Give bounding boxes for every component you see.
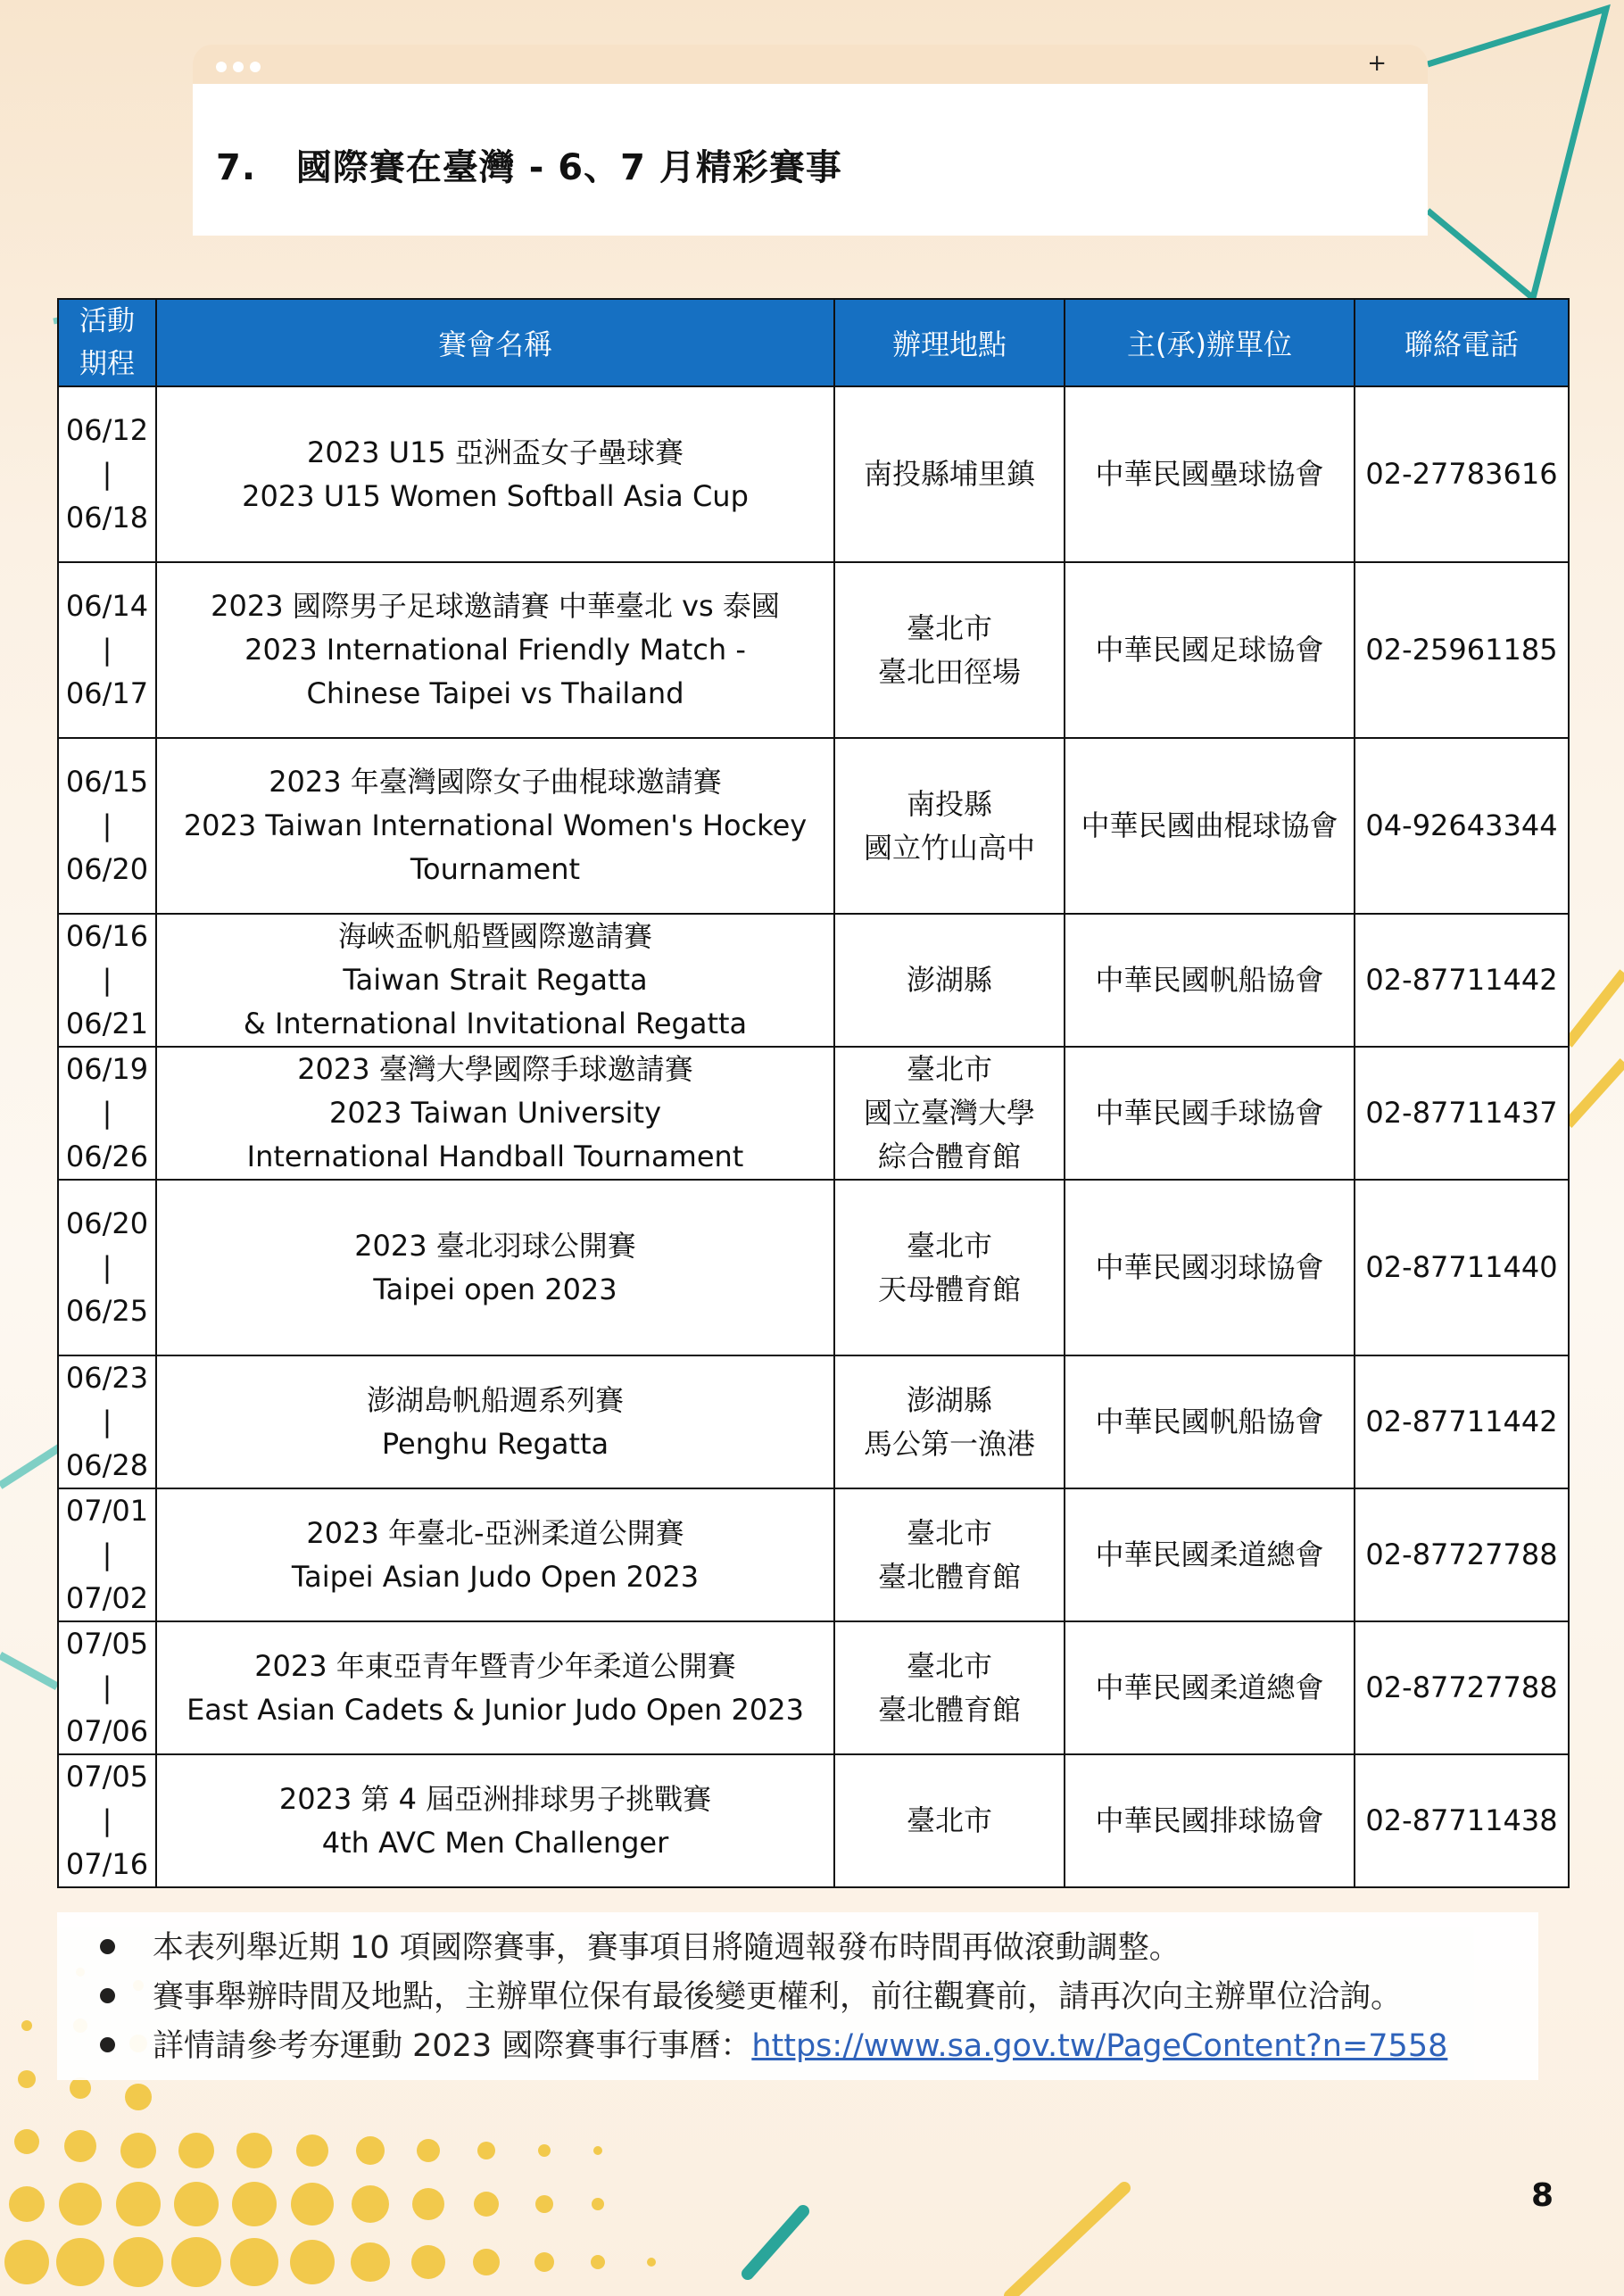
yellow-stroke-right-1 (1568, 973, 1624, 1044)
event-venue-line: 國立臺灣大學 (863, 1096, 1035, 1130)
event-name (156, 1180, 834, 1355)
event-venue-line: 澎湖縣 (906, 1382, 992, 1417)
teal-stroke-left-2 (0, 1655, 57, 1687)
yellow-stroke-right-2 (1568, 1062, 1624, 1124)
event-name-line: 海峽盃帆船暨國際邀請賽 (337, 919, 652, 953)
event-dates-line: 06/20 (65, 1206, 149, 1240)
header-venue: 辦理地點 (834, 299, 1065, 386)
event-phone (1355, 914, 1569, 1047)
event-dates-line: | (102, 1405, 112, 1438)
event-venue-line: 臺北體育館 (877, 1559, 1021, 1594)
event-name-line: 2023 Taiwan University (328, 1096, 661, 1130)
event-venue (834, 1355, 1065, 1488)
event-dates-line: 07/05 (65, 1627, 149, 1661)
header-organizer: 主(承)辦單位 (1065, 299, 1355, 386)
event-dates-line: 07/05 (65, 1760, 149, 1794)
event-name (156, 1047, 834, 1180)
event-phone-line: 02-87711437 (1365, 1096, 1558, 1130)
event-dates (58, 1355, 156, 1488)
table-row (58, 1754, 1569, 1887)
event-phone (1355, 1488, 1569, 1621)
event-organizer-line: 中華民國帆船協會 (1095, 963, 1324, 997)
event-dates-line: | (102, 633, 112, 667)
event-name-line: 2023 U15 Women Softball Asia Cup (242, 478, 749, 513)
event-name-line: 2023 第 4 屆亞洲排球男子挑戰賽 (278, 1781, 712, 1816)
event-dates (58, 1754, 156, 1887)
event-venue-line: 臺北市 (906, 1648, 992, 1683)
event-dates-line: | (102, 1250, 112, 1284)
event-name-line: 2023 國際男子足球邀請賽 中華臺北 vs 泰國 (211, 589, 780, 623)
plus-icon: + (1367, 50, 1387, 77)
event-dates (58, 1047, 156, 1180)
event-dates-line: | (102, 1670, 112, 1704)
event-name-line: Tournament (410, 852, 581, 886)
event-name (156, 1355, 834, 1488)
event-phone-line: 02-27783616 (1365, 457, 1558, 491)
event-venue (834, 1488, 1065, 1621)
table-row (58, 914, 1569, 1047)
event-dates-line: 06/16 (65, 919, 149, 953)
event-venue (834, 1754, 1065, 1887)
event-name-line: 2023 Taiwan International Women's Hockey (183, 808, 808, 842)
event-dates-line: 06/15 (65, 765, 149, 799)
event-venue-line: 澎湖縣 (906, 963, 992, 997)
event-organizer-line: 中華民國帆船協會 (1095, 1405, 1324, 1438)
event-dates (58, 386, 156, 562)
table-row (58, 738, 1569, 914)
note-text: 賽事舉辦時間及地點，主辦單位保有最後變更權利，前往觀賽前，請再次向主辦單位洽詢。 (153, 1979, 1403, 2015)
event-name (156, 1621, 834, 1754)
event-dates-line: 07/06 (65, 1714, 149, 1748)
bullet-icon (100, 1939, 115, 1954)
event-name-line: East Asian Cadets & Junior Judo Open 2023 (186, 1692, 804, 1727)
event-venue-line: 臺北市 (906, 1803, 992, 1837)
note-text: 詳情請參考夯運動 2023 國際賽事行事曆： (153, 2028, 752, 2064)
event-dates-line: | (102, 808, 112, 842)
event-phone (1355, 1355, 1569, 1488)
note-text: 本表列舉近期 10 項國際賽事，賽事項目將隨週報發布時間再做滾動調整。 (153, 1930, 1181, 1966)
table-row (58, 562, 1569, 738)
event-dates-line: 07/16 (65, 1847, 149, 1881)
event-name-line: International Handball Tournament (246, 1140, 744, 1173)
title-card (193, 45, 1428, 236)
event-dates (58, 1180, 156, 1355)
event-phone-line: 02-25961185 (1365, 633, 1558, 667)
event-organizer (1065, 386, 1355, 562)
table-row (58, 1488, 1569, 1621)
event-name-line: Taiwan Strait Regatta (343, 963, 648, 997)
event-dates-line: 06/28 (65, 1448, 149, 1482)
event-phone-line: 04-92643344 (1365, 808, 1558, 842)
event-phone-line: 02-87727788 (1365, 1670, 1558, 1704)
title-card-tab (193, 45, 1428, 84)
event-organizer (1065, 1355, 1355, 1488)
page-number: 8 (1531, 2177, 1554, 2214)
event-dates-line: 06/21 (65, 1007, 149, 1040)
event-organizer-line: 中華民國曲棍球協會 (1081, 808, 1338, 842)
event-dates-line: 06/12 (65, 413, 149, 447)
note-item (100, 1972, 1402, 2017)
event-dates-line: 06/14 (65, 589, 149, 623)
event-dates (58, 1621, 156, 1754)
event-venue-line: 臺北田徑場 (877, 654, 1021, 689)
event-phone (1355, 562, 1569, 738)
event-organizer-line: 中華民國壘球協會 (1095, 457, 1324, 491)
teal-triangle-edge (1428, 211, 1533, 298)
event-name-line: 2023 臺灣大學國際手球邀請賽 (297, 1052, 693, 1086)
event-phone-line: 02-87727788 (1365, 1538, 1558, 1571)
event-organizer (1065, 738, 1355, 914)
teal-triangle-top (1428, 9, 1606, 298)
event-venue (834, 1180, 1065, 1355)
event-organizer-line: 中華民國排球協會 (1095, 1803, 1324, 1837)
event-venue (834, 1621, 1065, 1754)
event-phone (1355, 738, 1569, 914)
event-name-line: 2023 年臺灣國際女子曲棍球邀請賽 (269, 765, 722, 799)
table-row (58, 1621, 1569, 1754)
event-dates-line: | (102, 1803, 112, 1837)
event-venue-line: 臺北市 (906, 610, 992, 645)
event-organizer (1065, 1047, 1355, 1180)
event-dates-line: 06/25 (65, 1294, 149, 1328)
event-organizer (1065, 1754, 1355, 1887)
event-name (156, 386, 834, 562)
page-title: 7. 國際賽在臺灣 - 6、7 月精彩賽事 (216, 147, 842, 188)
calendar-link[interactable]: https://www.sa.gov.tw/PageContent?n=7558 (751, 2028, 1448, 2064)
event-venue (834, 738, 1065, 914)
yellow-stroke-bottom (1010, 2188, 1124, 2296)
table-row (58, 386, 1569, 562)
event-name-line: 2023 U15 亞洲盃女子壘球賽 (307, 435, 684, 469)
event-name-line: 2023 年臺北-亞洲柔道公開賽 (306, 1515, 684, 1550)
event-dates-line: | (102, 1096, 112, 1130)
event-dates-line: 07/02 (65, 1581, 149, 1615)
event-phone-line: 02-87711438 (1365, 1803, 1558, 1837)
event-phone (1355, 386, 1569, 562)
event-dates (58, 738, 156, 914)
event-venue-line: 南投縣埔里鎮 (863, 457, 1035, 491)
event-organizer-line: 中華民國柔道總會 (1095, 1670, 1324, 1704)
notes-panel (57, 1912, 1538, 2080)
event-name-line: 2023 International Friendly Match - (244, 633, 746, 667)
event-phone-line: 02-87711440 (1365, 1250, 1558, 1284)
event-dates-line: | (102, 1538, 112, 1571)
title-card-body (193, 84, 1428, 236)
event-name (156, 1488, 834, 1621)
event-organizer (1065, 1621, 1355, 1754)
teal-stroke-left-1 (0, 1446, 62, 1486)
event-venue-line: 天母體育館 (877, 1272, 1021, 1306)
bullet-icon (100, 1988, 115, 2003)
event-phone (1355, 1754, 1569, 1887)
event-venue-line: 臺北市 (906, 1228, 992, 1263)
event-name-line: Taipei open 2023 (373, 1272, 617, 1306)
event-venue-line: 臺北體育館 (877, 1692, 1021, 1727)
events-table (57, 298, 1570, 1888)
event-venue-line: 臺北市 (906, 1515, 992, 1550)
header-dates: 活動 期程 (58, 299, 156, 386)
note-item (100, 2021, 1447, 2066)
event-dates (58, 914, 156, 1047)
table-row (58, 1355, 1569, 1488)
event-name-line: & International Invitational Regatta (243, 1007, 748, 1040)
event-venue-line: 臺北市 (906, 1052, 992, 1086)
event-name-line: Penghu Regatta (381, 1426, 609, 1461)
event-venue (834, 1047, 1065, 1180)
event-dates-line: 06/23 (65, 1361, 149, 1395)
event-dates-line: | (102, 963, 112, 997)
event-dates (58, 562, 156, 738)
window-dots-icon (216, 59, 267, 76)
event-organizer-line: 中華民國羽球協會 (1095, 1250, 1324, 1284)
event-venue-line: 馬公第一漁港 (863, 1426, 1035, 1461)
event-venue-line: 綜合體育館 (877, 1140, 1021, 1173)
event-name-line: 2023 年東亞青年暨青少年柔道公開賽 (254, 1648, 736, 1683)
event-name (156, 738, 834, 914)
event-name-line: 4th AVC Men Challenger (321, 1825, 669, 1860)
event-dates-line: 06/18 (65, 501, 149, 535)
event-name-line: Chinese Taipei vs Thailand (306, 676, 684, 710)
event-name-line: Taipei Asian Judo Open 2023 (291, 1559, 700, 1594)
table-row (58, 1180, 1569, 1355)
event-organizer (1065, 562, 1355, 738)
header-phone: 聯絡電話 (1355, 299, 1569, 386)
event-name (156, 1754, 834, 1887)
event-dates (58, 1488, 156, 1621)
event-name (156, 914, 834, 1047)
event-dates-line: | (102, 457, 112, 491)
event-dates-line: 06/17 (65, 676, 149, 710)
event-phone (1355, 1180, 1569, 1355)
event-venue (834, 914, 1065, 1047)
event-dates-line: 07/01 (65, 1494, 149, 1528)
event-organizer-line: 中華民國柔道總會 (1095, 1538, 1324, 1571)
teal-stroke-bottom (748, 2211, 803, 2274)
event-dates-line: 06/26 (65, 1140, 149, 1173)
event-phone (1355, 1047, 1569, 1180)
table-header-row (58, 299, 1569, 386)
event-organizer (1065, 1180, 1355, 1355)
event-venue-line: 南投縣 (906, 786, 992, 821)
event-name-line: 2023 臺北羽球公開賽 (354, 1228, 636, 1263)
header-event-name: 賽會名稱 (156, 299, 834, 386)
note-item (100, 1923, 1181, 1968)
events-table-body (58, 386, 1569, 1887)
event-venue (834, 386, 1065, 562)
event-organizer-line: 中華民國足球協會 (1095, 633, 1324, 667)
event-venue-line: 國立竹山高中 (863, 830, 1035, 865)
event-phone-line: 02-87711442 (1365, 1405, 1558, 1438)
event-phone (1355, 1621, 1569, 1754)
event-dates-line: 06/20 (65, 852, 149, 886)
event-name (156, 562, 834, 738)
event-venue (834, 562, 1065, 738)
event-organizer (1065, 1488, 1355, 1621)
table-row (58, 1047, 1569, 1180)
bullet-icon (100, 2037, 115, 2052)
event-organizer-line: 中華民國手球協會 (1095, 1096, 1324, 1130)
event-organizer (1065, 914, 1355, 1047)
event-dates-line: 06/19 (65, 1052, 149, 1086)
event-phone-line: 02-87711442 (1365, 963, 1558, 997)
event-name-line: 澎湖島帆船週系列賽 (366, 1382, 624, 1417)
